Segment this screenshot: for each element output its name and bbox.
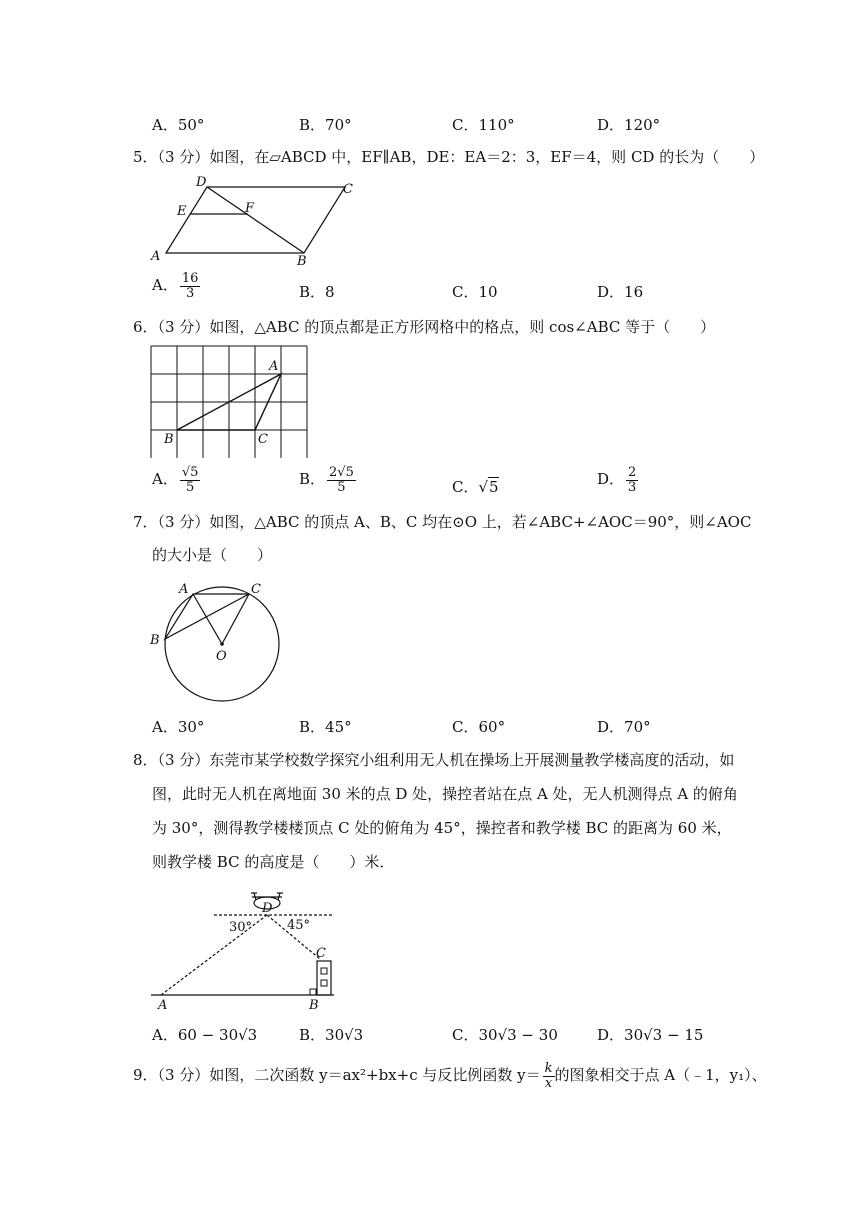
label-45-degrees: 45°	[287, 918, 311, 933]
label-a: A	[151, 249, 161, 264]
q7-option-c: C．60°	[452, 718, 506, 736]
q5-parallelogram-figure	[148, 172, 368, 266]
q5-option-a: A． $\frac{16}{3}$	[152, 271, 199, 301]
q4-option-b: B．70°	[299, 116, 352, 134]
label-f: F	[245, 201, 255, 216]
q8-drone-figure	[148, 884, 348, 1012]
label-a: A	[269, 359, 279, 374]
label-b: B	[297, 254, 307, 266]
label-d: D	[196, 175, 207, 190]
q5-option-c: C．10	[452, 283, 498, 301]
label-b: B	[164, 432, 174, 447]
label-c: C	[316, 946, 326, 961]
q8-question-line4: 则教学楼 BC 的高度是（ ）米．	[152, 853, 395, 871]
label-c: C	[258, 432, 268, 447]
label-30-degrees: 30°	[229, 920, 253, 935]
label-a: A	[158, 998, 168, 1012]
q4-option-a: A．50°	[152, 116, 205, 134]
q6-option-b: B． $\frac{2√5}{5}$	[299, 465, 354, 495]
q8-option-d: D．30√3 − 15	[597, 1026, 704, 1044]
label-e: E	[177, 204, 187, 219]
label-a: A	[179, 582, 189, 597]
q8-question-line3: 为 30°，测得教学楼楼顶点 C 处的俯角为 45°，操控者和教学楼 BC 的距离为 60 米，	[152, 819, 732, 837]
q8-question-line2: 图，此时无人机在离地面 30 米的点 D 处，操控者站在点 A 处，无人机测得点 A 的俯角	[152, 785, 738, 803]
q6-option-c: C．√5	[452, 478, 499, 496]
q7-question-line2: 的大小是（ ）	[152, 546, 273, 564]
q7-option-b: B．45°	[299, 718, 352, 736]
q7-circle-figure	[148, 578, 288, 702]
label-d: D	[262, 901, 273, 916]
q5-option-b: B．8	[299, 283, 335, 301]
label-o: O	[216, 649, 227, 664]
q9-question: 9．（3 分）如图，二次函数 y＝ax²+bx+c 与反比例函数 y＝ $\frac{k}{x}$ 的图象相交于点 A（﹣1，y₁）、	[133, 1061, 767, 1091]
q7-option-a: A．30°	[152, 718, 205, 736]
label-c: C	[251, 582, 261, 597]
q6-option-a: A． $\frac{√5}{5}$	[152, 465, 199, 495]
q4-option-c: C．110°	[452, 116, 515, 134]
q5-option-d: D．16	[597, 283, 644, 301]
q8-option-c: C．30√3 − 30	[452, 1026, 558, 1044]
q7-option-d: D．70°	[597, 718, 651, 736]
q8-question-line1: 8．（3 分）东莞市某学校数学探究小组利用无人机在操场上开展测量教学楼高度的活动，如	[133, 751, 735, 769]
label-b: B	[150, 633, 160, 648]
q6-question: 6．（3 分）如图，△ABC 的顶点都是正方形网格中的格点，则 cos∠ABC 等于（ ）	[133, 318, 716, 336]
q4-option-d: D．120°	[597, 116, 661, 134]
q6-grid-figure	[148, 344, 312, 460]
q6-option-d: D． $\frac{2}{3}$	[597, 465, 637, 495]
q8-option-a: A．60 − 30√3	[152, 1026, 258, 1044]
q5-question: 5．（3 分）如图，在▱ABCD 中，EF∥AB，DE：EA＝2：3，EF＝4，则 CD 的长为（ ）	[133, 148, 765, 166]
label-b: B	[309, 998, 319, 1012]
label-c: C	[343, 182, 353, 197]
q7-question-line1: 7．（3 分）如图，△ABC 的顶点 A、B、C 均在⊙O 上，若∠ABC+∠AOC＝90°，则∠AOC	[133, 513, 752, 531]
q8-option-b: B．30√3	[299, 1026, 364, 1044]
